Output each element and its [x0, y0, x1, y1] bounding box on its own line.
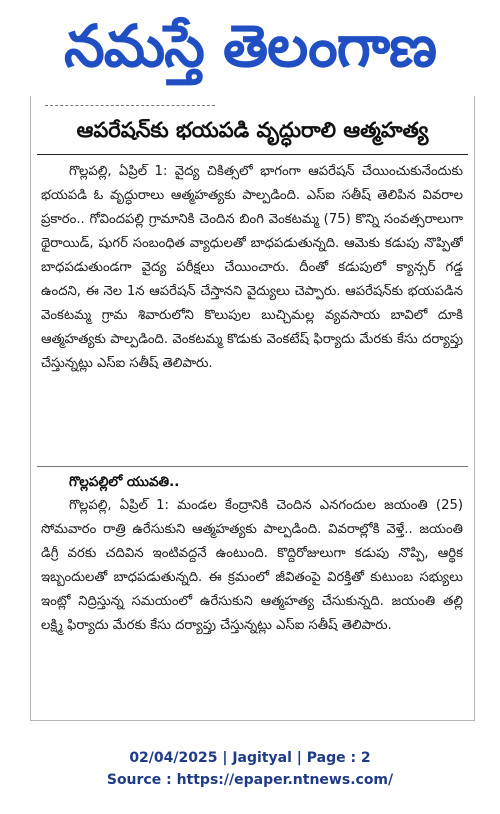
article-body-1	[41, 160, 463, 470]
masthead	[0, 0, 500, 96]
article-subheading: గొల్లపల్లిలో యువతి..	[69, 474, 180, 490]
article-headline: ఆపరేషన్‌కు భయపడి వృద్ధురాలి ఆత్మహత్య	[76, 118, 429, 142]
cropped-text-fragment	[45, 96, 215, 106]
newspaper-title: నమస్తే తెలంగాణ	[64, 12, 436, 80]
section-divider	[37, 466, 468, 467]
source-link[interactable]: Source : https://epaper.ntnews.com/	[106, 772, 394, 788]
edition-info: 02/04/2025 | Jagityal | Page : 2	[129, 750, 371, 766]
article-paragraph: గొల్లపల్లి, ఏప్రిల్ 1: వైద్య చికిత్సలో భాగంగా ఆపరేషన్ చేయించుకునేందుకు భయపడి ఓ వృద్ధురాలు ఆత్మహత్యకు పాల్పడింది. ఎస్ఐ సతీష్ తెలిపిన వివరాల ప్రకారం.. గోవిందపల్లి గ్రామానికి చెందిన బింగి వెంకటమ్మ (75) కొన్ని సంవత్సరాలుగా థైరాయిడ్, షుగర్ సంబంధిత వ్యాధులతో బాధపడుతున్నది. ఆమెకు కడుపు నొప్పితో బాధపడుతుండగా వైద్య పరీక్షలు చేయించారు. దీంతో కడుపులో క్యాన్సర్ గడ్డ ఉందని, ఈ నెల 1న ఆపరేషన్ చేస్తానని వైద్యులు చెప్పారు. ఆపరేషన్‌కు భయపడిన వెంకటమ్మ గ్రామ శివారులోని కొలుపుల బుచ్చిమల్ల వ్యవసాయ బావిలో దూకి ఆత్మహత్యకు పాల్పడింది. వెంకటమ్మ కొడుకు వెంకటేష్ ఫిర్యాదు మేరకు కేసు దర్యాప్తు చేస్తున్నట్లు ఎస్ఐ సతీష్ తెలిపారు.	[41, 164, 463, 371]
headline-divider	[37, 154, 468, 155]
article-body-2	[41, 494, 463, 716]
news-clipping	[30, 96, 475, 721]
article-paragraph: గొల్లపల్లి, ఏప్రిల్ 1: మండల కేంద్రానికి చెందిన ఎనగందుల జయంతి (25) సోమవారం రాత్రి ఉరేసుకుని ఆత్మహత్యకు పాల్పడింది. వివరాల్లోకి వెళ్తే.. జయంతి డిగ్రీ వరకు చదివిన ఇంటివద్దనే ఉంటుంది. కొద్దిరోజులుగా కడుపు నొప్పి, ఆర్థిక ఇబ్బందులతో బాధపడుతున్నది. ఈ క్రమంలో జీవితంపై విరక్తితో కుటుంబ సభ్యులు ఇంట్లో నిద్రిస్తున్న సమయంలో ఉరేసుకుని ఆత్మహత్య చేసుకున్నది. జయంతి తల్లి లక్ష్మి ఫిర్యాదు మేరకు కేసు దర్యాప్తు చేస్తున్నట్లు ఎస్ఐ సతీష్ తెలిపారు.	[41, 498, 463, 633]
